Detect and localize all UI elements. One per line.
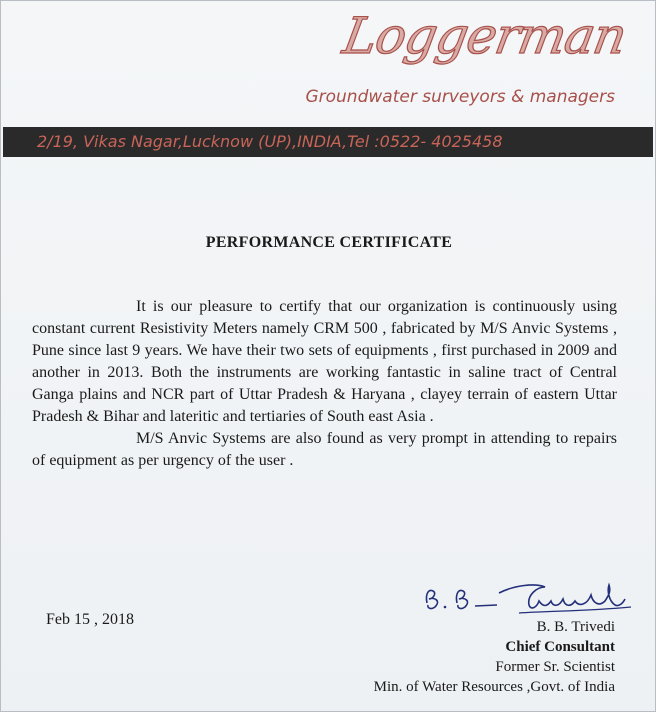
certificate-body [32,296,617,472]
certificate-title: PERFORMANCE CERTIFICATE [205,234,453,251]
company-logo: Loggerman [338,7,631,65]
signatory-former-role: Former Sr. Scientist [495,659,615,675]
body-paragraph-1: It is our pleasure to certify that our organization is continuously using constant current Resistivity Meters namely CRM 500 , fabricated by M/S Anvic Systems , Pune since last 9 years. We have their two sets of equipments , first purchased in 2009 and another in 2013. Both the instruments are working fantastic in saline tract of Central Ganga plains and NCR part of Uttar Pradesh & Haryana , clayey terrain of eastern Uttar Pradesh & Bihar and lateritic and tertiaries of South east Asia . [32,298,617,425]
signatory-block [374,617,615,697]
signatory-title: Chief Consultant [505,639,615,655]
signatory-name: B. B. Trivedi [536,619,615,635]
handwritten-signature [419,577,634,622]
address-bar [3,127,653,157]
body-paragraph-2: M/S Anvic Systems are also found as very prompt in attending to repairs of equipment as per urgency of the user . [32,430,617,469]
signatory-organization: Min. of Water Resources ,Govt. of India [373,679,615,695]
address-text: 2/19, Vikas Nagar,Lucknow (UP),INDIA,Tel :0522- 4025458 [37,132,503,151]
company-tagline: Groundwater surveyors & managers [305,87,615,107]
certificate-date: Feb 15 , 2018 [46,611,134,628]
